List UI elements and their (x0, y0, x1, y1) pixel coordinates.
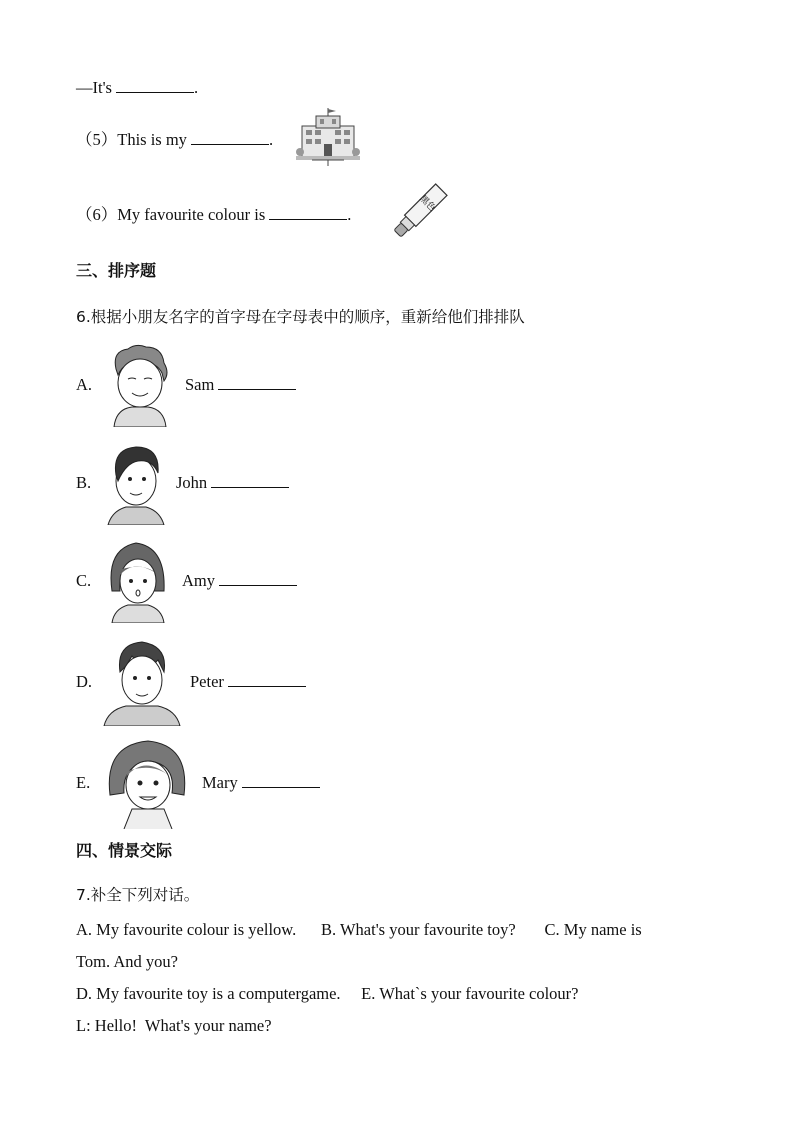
question-7-instruction: 7.补全下列对话。 (76, 886, 200, 904)
question-5-blank[interactable] (191, 130, 269, 145)
item-c-name: Amy (182, 571, 215, 590)
girl-amy-image (104, 539, 170, 623)
options-line-2: Tom. And you? (76, 952, 178, 971)
question-5: （5）This is my . (76, 130, 274, 149)
item-c-letter: C. (76, 571, 92, 590)
question-6-colour: （6）My favourite colour is . (76, 205, 352, 224)
item-d-blank[interactable] (228, 672, 306, 687)
question-5-text: （5）This is my (76, 130, 187, 149)
section-4-heading: 四、情景交际 (76, 841, 173, 860)
crayon-label: 黑色 (417, 193, 438, 214)
item-a-name: Sam (185, 375, 215, 394)
item-a-blank[interactable] (218, 375, 296, 390)
school-building-image (296, 108, 360, 168)
girl-mary-image (104, 737, 190, 829)
crayon-tube-image (386, 178, 450, 248)
question-6-text: （6）My favourite colour is (76, 205, 266, 224)
question-6-blank[interactable] (269, 205, 347, 220)
options-line-3: D. My favourite toy is a computergame. E. What`s your favourite colour? (76, 984, 579, 1003)
section-3-heading: 三、排序题 (76, 261, 157, 280)
answer-prefix: —It's (76, 78, 112, 97)
options-line-1: A. My favourite colour is yellow. B. What's your favourite toy? C. My name is (76, 920, 642, 939)
dialog-line-l1: L: Hello! What's your name? (76, 1016, 272, 1035)
item-a-letter: A. (76, 375, 93, 394)
boy-john-image (104, 441, 166, 525)
item-e (202, 773, 320, 793)
answer-blank[interactable] (116, 78, 194, 93)
item-b-blank[interactable] (211, 473, 289, 488)
item-e-name: Mary (202, 773, 238, 792)
item-d (190, 672, 306, 692)
boy-peter-image (102, 638, 182, 726)
item-b (176, 473, 289, 493)
item-e-letter: E. (76, 773, 91, 792)
item-c (182, 571, 297, 591)
item-e-blank[interactable] (242, 773, 320, 788)
item-b-name: John (176, 473, 208, 492)
answer-line: —It's . (76, 78, 199, 97)
item-c-blank[interactable] (219, 571, 297, 586)
item-d-name: Peter (190, 672, 224, 691)
item-d-letter: D. (76, 672, 93, 691)
item-b-letter: B. (76, 473, 92, 492)
boy-sam-image (106, 343, 174, 427)
question-6-instruction: 6.根据小朋友名字的首字母在字母表中的顺序，重新给他们排排队 (76, 308, 525, 326)
item-a (185, 375, 296, 395)
